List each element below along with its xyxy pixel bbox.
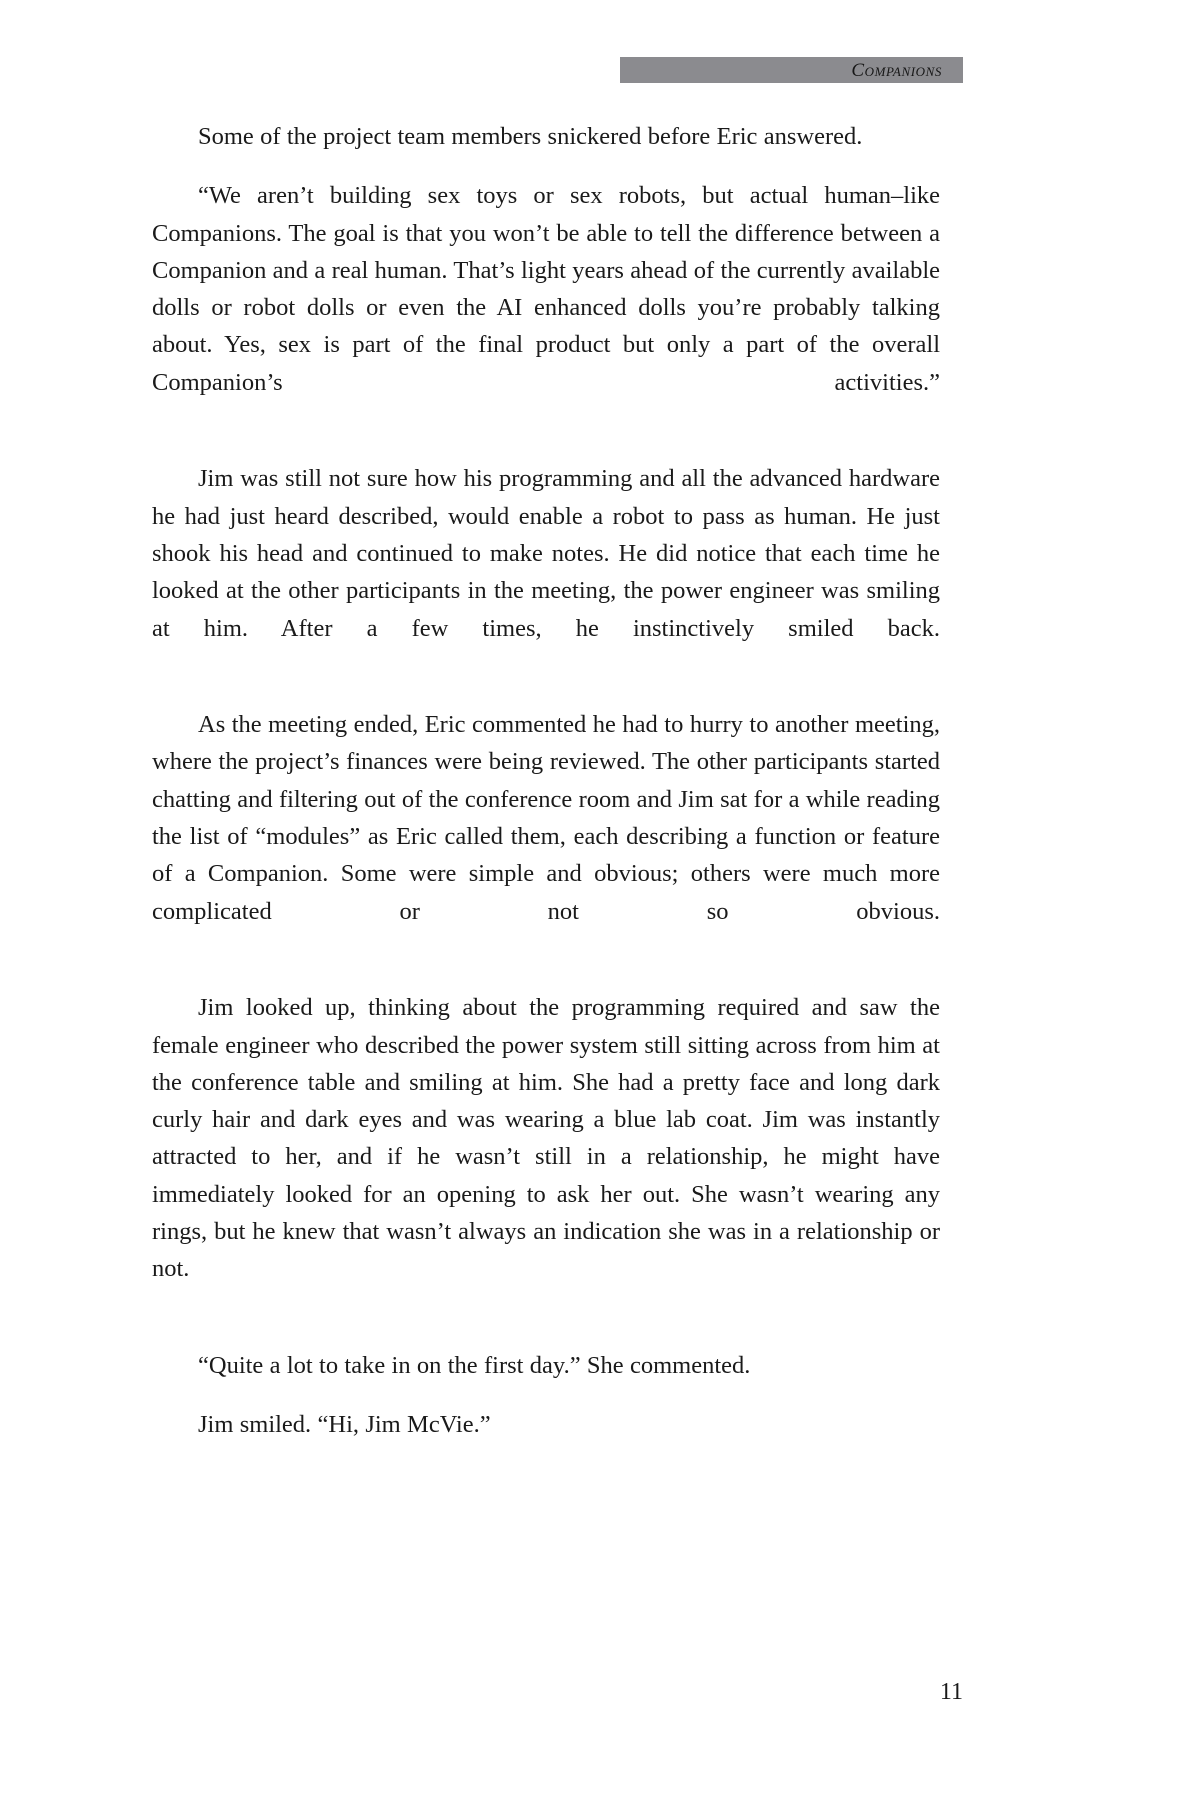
paragraph: Jim was still not sure how his programming and all the advanced hardware he had just heard described, would enable a robot to pass as human. He just shook his head and continued to make notes. He did notice that each time he looked at the other participants in the meeting, the power engineer was smiling at him. After a few times, he instinctively smiled back. (152, 465, 940, 642)
paragraph: “We aren’t building sex toys or sex robots, but actual human–like Companions. The goal is that you won’t be able to tell the difference between a Companion and a real human. That’s light years ahead of the currently available dolls or robot dolls or even the AI enhanced dolls you’re probably talking about. Yes, sex is part of the final product but only a part of the overall Companion’s activities.” (152, 182, 940, 396)
running-head-banner (620, 57, 963, 83)
page-number: 11 (939, 1679, 963, 1705)
running-head-title: Companions (851, 59, 942, 81)
paragraph: Jim smiled. “Hi, Jim McVie.” (198, 1411, 491, 1439)
paragraph: Jim looked up, thinking about the programming required and saw the female engineer who described the power system still sitting across from him at the conference table and smiling at him. She had a pretty face and long dark curly hair and dark eyes and was wearing a blue lab coat. Jim was instantly attracted to her, and if he wasn’t still in a relationship, he might have immediately looked for an opening to ask her out. She wasn’t wearing any rings, but he knew that wasn’t always an indication she was in a relationship or not. (152, 994, 940, 1283)
paragraph: “Quite a lot to take in on the first day.” She commented. (198, 1351, 751, 1379)
paragraph: Some of the project team members snickered before Eric answered. (198, 123, 863, 150)
paragraph: As the meeting ended, Eric commented he had to hurry to another meeting, where the project’s finances were being reviewed. The other participants started chatting and filtering out of the conference room and Jim sat for a while reading the list of “modules” as Eric called them, each describing a function or feature of a Companion. Some were simple and obvious; others were much more complicated or not so obvious. (152, 711, 940, 925)
body-text-block (152, 118, 940, 1444)
